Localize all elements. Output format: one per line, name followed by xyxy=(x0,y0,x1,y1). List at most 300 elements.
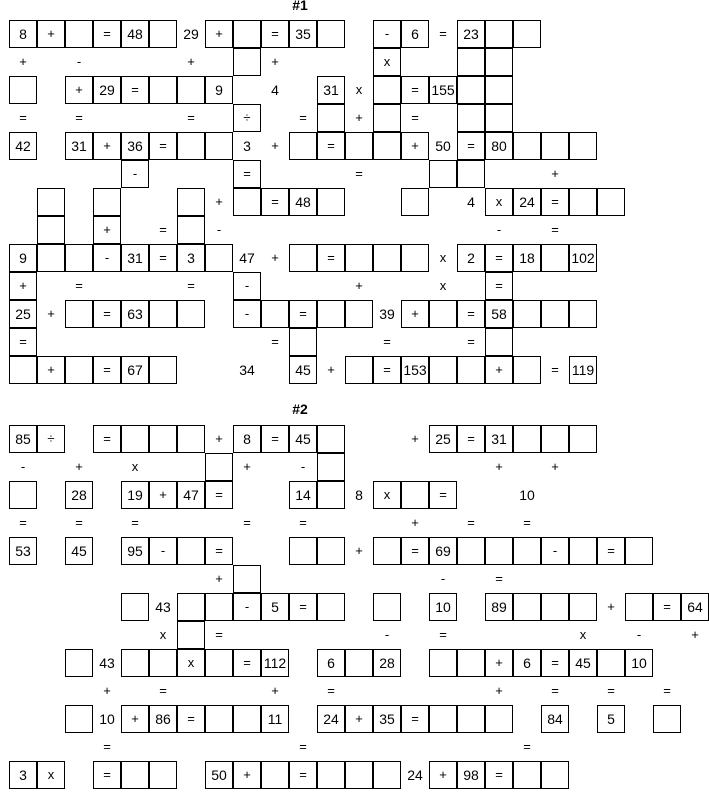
answer-cell[interactable] xyxy=(485,20,513,48)
equals-sign: = xyxy=(439,26,447,41)
answer-cell[interactable] xyxy=(401,188,429,216)
given-number-cell: 53 xyxy=(9,537,37,565)
equals-sign: = xyxy=(299,110,307,125)
answer-cell[interactable] xyxy=(149,300,177,328)
answer-cell[interactable] xyxy=(317,761,345,789)
answer-cell[interactable] xyxy=(513,761,541,789)
given-number-cell: + xyxy=(485,649,513,677)
answer-cell[interactable] xyxy=(373,132,401,160)
operator-symbol: - xyxy=(76,54,82,69)
answer-cell[interactable] xyxy=(541,300,569,328)
operator-symbol: + xyxy=(551,166,559,181)
answer-cell[interactable] xyxy=(485,76,513,104)
given-number-cell: = xyxy=(457,132,485,160)
answer-cell[interactable] xyxy=(9,481,37,509)
equals-sign: = xyxy=(19,515,27,530)
equals-sign: = xyxy=(103,739,111,754)
answer-cell[interactable] xyxy=(93,188,121,216)
equals-sign: = xyxy=(75,110,83,125)
operator-symbol: + xyxy=(691,627,699,642)
operator-symbol: x xyxy=(439,250,447,265)
given-number-cell: = xyxy=(485,272,513,300)
equals-sign: = xyxy=(467,334,475,349)
equals-sign: = xyxy=(523,515,531,530)
given-number-cell: = xyxy=(261,20,289,48)
given-number-cell: = xyxy=(457,300,485,328)
given-number-cell: = xyxy=(429,481,457,509)
given-number-cell: 80 xyxy=(485,132,513,160)
answer-cell[interactable] xyxy=(317,481,345,509)
equals-sign: = xyxy=(75,278,83,293)
operator-symbol: + xyxy=(355,543,363,558)
answer-cell[interactable] xyxy=(317,453,345,481)
operator-symbol: + xyxy=(215,571,223,586)
answer-cell[interactable] xyxy=(373,104,401,132)
answer-cell[interactable] xyxy=(121,761,149,789)
answer-cell[interactable] xyxy=(597,649,625,677)
answer-cell[interactable] xyxy=(373,244,401,272)
answer-cell[interactable] xyxy=(513,132,541,160)
equals-sign: = xyxy=(299,515,307,530)
answer-cell[interactable] xyxy=(429,649,457,677)
equals-sign: = xyxy=(19,110,27,125)
answer-cell[interactable] xyxy=(429,160,457,188)
given-number-cell: = xyxy=(93,300,121,328)
answer-cell[interactable] xyxy=(37,188,65,216)
equals-sign: = xyxy=(159,222,167,237)
answer-cell[interactable] xyxy=(541,132,569,160)
answer-cell[interactable] xyxy=(485,104,513,132)
given-number-cell: 42 xyxy=(9,132,37,160)
given-number-cell: 19 xyxy=(121,481,149,509)
answer-cell[interactable] xyxy=(401,244,429,272)
given-number-cell: 3 xyxy=(177,244,205,272)
answer-cell[interactable] xyxy=(65,705,93,733)
given-number-cell: 64 xyxy=(681,593,709,621)
answer-cell[interactable] xyxy=(289,132,317,160)
operator-symbol: + xyxy=(271,683,279,698)
answer-cell[interactable] xyxy=(233,20,261,48)
given-number-cell: - xyxy=(233,272,261,300)
given-number-cell: x xyxy=(177,649,205,677)
operator-symbol: x xyxy=(355,82,363,97)
given-number-cell: 84 xyxy=(541,705,569,733)
answer-cell[interactable] xyxy=(233,188,261,216)
given-number-cell: 23 xyxy=(457,20,485,48)
given-number-cell: = xyxy=(653,593,681,621)
given-number-cell: + xyxy=(205,20,233,48)
given-number-cell: 45 xyxy=(289,356,317,384)
given-number-cell: 25 xyxy=(9,300,37,328)
answer-cell[interactable] xyxy=(457,48,485,76)
given-number-cell: 28 xyxy=(373,649,401,677)
given-number-cell: 31 xyxy=(317,76,345,104)
given-number-cell: = xyxy=(205,537,233,565)
given-number-cell: = xyxy=(177,705,205,733)
operator-symbol: + xyxy=(271,138,279,153)
given-number-cell: + xyxy=(65,76,93,104)
answer-cell[interactable] xyxy=(177,76,205,104)
answer-cell[interactable] xyxy=(289,328,317,356)
given-number-cell: 48 xyxy=(289,188,317,216)
given-number-cell: = xyxy=(93,425,121,453)
given-number-cell: 31 xyxy=(121,244,149,272)
answer-cell[interactable] xyxy=(65,300,93,328)
given-number-cell: 36 xyxy=(121,132,149,160)
answer-cell[interactable] xyxy=(541,593,569,621)
given-number-cell: = xyxy=(401,705,429,733)
operator-symbol: + xyxy=(607,599,615,614)
equals-sign: = xyxy=(439,627,447,642)
answer-cell[interactable] xyxy=(149,425,177,453)
given-number-cell: - xyxy=(121,160,149,188)
given-number-cell: 18 xyxy=(513,244,541,272)
operator-symbol: 8 xyxy=(355,487,363,503)
operator-symbol: + xyxy=(271,250,279,265)
answer-cell[interactable] xyxy=(457,649,485,677)
operator-symbol: 3 xyxy=(243,138,251,154)
given-number-cell: = xyxy=(261,188,289,216)
given-number-cell: = xyxy=(289,300,317,328)
answer-cell[interactable] xyxy=(121,425,149,453)
given-number-cell: = xyxy=(597,537,625,565)
given-number-cell: 11 xyxy=(261,705,289,733)
given-number-cell: 112 xyxy=(261,649,289,677)
equals-sign: = xyxy=(299,739,307,754)
answer-cell[interactable] xyxy=(653,705,681,733)
answer-cell[interactable] xyxy=(149,649,177,677)
answer-cell[interactable] xyxy=(457,705,485,733)
answer-cell[interactable] xyxy=(261,761,289,789)
answer-cell[interactable] xyxy=(205,132,233,160)
given-number-cell: 102 xyxy=(569,244,597,272)
answer-cell[interactable] xyxy=(37,216,65,244)
given-number-cell: + xyxy=(37,20,65,48)
answer-cell[interactable] xyxy=(65,20,93,48)
equals-sign: = xyxy=(215,627,223,642)
given-number-cell: = xyxy=(121,76,149,104)
operator-symbol: x xyxy=(159,627,167,642)
operator-symbol: 10 xyxy=(519,487,535,503)
equals-sign: = xyxy=(467,515,475,530)
given-number-cell: 31 xyxy=(485,425,513,453)
given-number-cell: 24 xyxy=(513,188,541,216)
answer-cell[interactable] xyxy=(317,425,345,453)
answer-cell[interactable] xyxy=(205,649,233,677)
given-number-cell: 86 xyxy=(149,705,177,733)
given-number-cell: - xyxy=(233,593,261,621)
answer-cell[interactable] xyxy=(149,761,177,789)
answer-cell[interactable] xyxy=(149,76,177,104)
answer-cell[interactable] xyxy=(569,300,597,328)
given-number-cell: 155 xyxy=(429,76,457,104)
given-number-cell: = xyxy=(289,593,317,621)
answer-cell[interactable] xyxy=(9,356,37,384)
operator-symbol: 10 xyxy=(99,711,115,727)
given-number-cell: = xyxy=(457,425,485,453)
operator-symbol: 50 xyxy=(435,138,451,154)
given-number-cell: + xyxy=(485,356,513,384)
operator-symbol: 47 xyxy=(239,250,255,266)
answer-cell[interactable] xyxy=(345,761,373,789)
operator-symbol: - xyxy=(384,627,390,642)
given-number-cell: - xyxy=(233,300,261,328)
equals-sign: = xyxy=(271,334,279,349)
answer-cell[interactable] xyxy=(569,425,597,453)
answer-cell[interactable] xyxy=(457,160,485,188)
answer-cell[interactable] xyxy=(345,649,373,677)
answer-cell[interactable] xyxy=(569,132,597,160)
given-number-cell: 58 xyxy=(485,300,513,328)
operator-symbol: + xyxy=(551,459,559,474)
answer-cell[interactable] xyxy=(205,244,233,272)
given-number-cell: + xyxy=(93,132,121,160)
given-number-cell: + xyxy=(121,705,149,733)
given-number-cell: + xyxy=(149,481,177,509)
given-number-cell: ÷ xyxy=(37,425,65,453)
given-number-cell: x xyxy=(373,481,401,509)
given-number-cell: 119 xyxy=(569,356,597,384)
answer-cell[interactable] xyxy=(457,76,485,104)
answer-cell[interactable] xyxy=(513,300,541,328)
answer-cell[interactable] xyxy=(317,593,345,621)
given-number-cell: = xyxy=(485,761,513,789)
answer-cell[interactable] xyxy=(373,593,401,621)
answer-cell[interactable] xyxy=(289,537,317,565)
operator-symbol: - xyxy=(300,459,306,474)
equals-sign: = xyxy=(131,515,139,530)
answer-cell[interactable] xyxy=(541,425,569,453)
given-number-cell: = xyxy=(9,328,37,356)
given-number-cell: 5 xyxy=(597,705,625,733)
operator-symbol: - xyxy=(636,627,642,642)
given-number-cell: 10 xyxy=(625,649,653,677)
puzzle-1-label: #1 xyxy=(292,0,308,13)
operator-symbol: 43 xyxy=(99,655,115,671)
given-number-cell: 6 xyxy=(513,649,541,677)
operator-symbol: + xyxy=(47,306,55,321)
answer-cell[interactable] xyxy=(317,20,345,48)
answer-cell[interactable] xyxy=(177,188,205,216)
equals-sign: = xyxy=(355,166,363,181)
answer-cell[interactable] xyxy=(429,356,457,384)
answer-cell[interactable] xyxy=(625,537,653,565)
answer-cell[interactable] xyxy=(597,188,625,216)
given-number-cell: 45 xyxy=(65,537,93,565)
answer-cell[interactable] xyxy=(177,216,205,244)
answer-cell[interactable] xyxy=(149,356,177,384)
answer-cell[interactable] xyxy=(233,565,261,593)
answer-cell[interactable] xyxy=(457,356,485,384)
answer-cell[interactable] xyxy=(457,537,485,565)
answer-cell[interactable] xyxy=(373,76,401,104)
given-number-cell: 25 xyxy=(429,425,457,453)
operator-symbol: + xyxy=(75,459,83,474)
given-number-cell: 89 xyxy=(485,593,513,621)
given-number-cell: - xyxy=(149,537,177,565)
answer-cell[interactable] xyxy=(513,425,541,453)
equals-sign: = xyxy=(159,683,167,698)
given-number-cell: = xyxy=(317,132,345,160)
given-number-cell: = xyxy=(373,356,401,384)
answer-cell[interactable] xyxy=(317,104,345,132)
answer-cell[interactable] xyxy=(9,76,37,104)
answer-cell[interactable] xyxy=(65,356,93,384)
given-number-cell: = xyxy=(149,244,177,272)
answer-cell[interactable] xyxy=(429,705,457,733)
answer-cell[interactable] xyxy=(625,593,653,621)
answer-cell[interactable] xyxy=(485,328,513,356)
answer-cell[interactable] xyxy=(513,537,541,565)
answer-cell[interactable] xyxy=(569,593,597,621)
answer-cell[interactable] xyxy=(317,537,345,565)
given-number-cell: 8 xyxy=(9,20,37,48)
equals-sign: = xyxy=(187,110,195,125)
answer-cell[interactable] xyxy=(177,132,205,160)
operator-symbol: + xyxy=(271,54,279,69)
given-number-cell: 9 xyxy=(9,244,37,272)
given-number-cell: = xyxy=(233,649,261,677)
given-number-cell: 47 xyxy=(177,481,205,509)
answer-cell[interactable] xyxy=(65,244,93,272)
given-number-cell: 29 xyxy=(93,76,121,104)
answer-cell[interactable] xyxy=(513,593,541,621)
operator-symbol: + xyxy=(19,54,27,69)
answer-cell[interactable] xyxy=(457,104,485,132)
operator-symbol: x xyxy=(579,627,587,642)
answer-cell[interactable] xyxy=(345,132,373,160)
answer-cell[interactable] xyxy=(569,188,597,216)
given-number-cell: x xyxy=(373,48,401,76)
answer-cell[interactable] xyxy=(373,537,401,565)
given-number-cell: = xyxy=(93,356,121,384)
answer-cell[interactable] xyxy=(121,593,149,621)
answer-cell[interactable] xyxy=(373,761,401,789)
equals-sign: = xyxy=(75,515,83,530)
answer-cell[interactable] xyxy=(65,649,93,677)
answer-cell[interactable] xyxy=(37,244,65,272)
operator-symbol: + xyxy=(215,431,223,446)
operator-symbol: - xyxy=(440,571,446,586)
given-number-cell: = xyxy=(541,188,569,216)
answer-cell[interactable] xyxy=(233,705,261,733)
operator-symbol: + xyxy=(187,54,195,69)
answer-cell[interactable] xyxy=(513,356,541,384)
given-number-cell: 63 xyxy=(121,300,149,328)
answer-cell[interactable] xyxy=(485,48,513,76)
operator-symbol: + xyxy=(243,459,251,474)
puzzle-2-label: #2 xyxy=(292,401,308,417)
answer-cell[interactable] xyxy=(513,20,541,48)
answer-cell[interactable] xyxy=(345,244,373,272)
operator-symbol: 24 xyxy=(407,767,423,783)
answer-cell[interactable] xyxy=(485,705,513,733)
given-number-cell: 45 xyxy=(289,425,317,453)
equals-sign: = xyxy=(327,683,335,698)
equals-sign: = xyxy=(551,362,559,377)
answer-cell[interactable] xyxy=(205,453,233,481)
answer-cell[interactable] xyxy=(289,244,317,272)
operator-symbol: + xyxy=(495,459,503,474)
answer-cell[interactable] xyxy=(177,425,205,453)
given-number-cell: 48 xyxy=(121,20,149,48)
operator-symbol: + xyxy=(355,278,363,293)
given-number-cell: = xyxy=(149,132,177,160)
given-number-cell: 31 xyxy=(65,132,93,160)
answer-cell[interactable] xyxy=(345,300,373,328)
answer-cell[interactable] xyxy=(149,20,177,48)
answer-cell[interactable] xyxy=(205,593,233,621)
operator-symbol: x xyxy=(131,459,139,474)
given-number-cell: = xyxy=(289,761,317,789)
answer-cell[interactable] xyxy=(401,481,429,509)
answer-cell[interactable] xyxy=(177,593,205,621)
given-number-cell: 14 xyxy=(289,481,317,509)
answer-cell[interactable] xyxy=(541,244,569,272)
equals-sign: = xyxy=(523,739,531,754)
equals-sign: = xyxy=(551,222,559,237)
answer-cell[interactable] xyxy=(569,537,597,565)
operator-symbol: - xyxy=(496,222,502,237)
given-number-cell: + xyxy=(401,300,429,328)
given-number-cell: 5 xyxy=(261,593,289,621)
given-number-cell: = xyxy=(485,244,513,272)
given-number-cell: + xyxy=(93,216,121,244)
answer-cell[interactable] xyxy=(233,48,261,76)
given-number-cell: 85 xyxy=(9,425,37,453)
given-number-cell: + xyxy=(9,272,37,300)
answer-cell[interactable] xyxy=(429,300,457,328)
given-number-cell: 50 xyxy=(205,761,233,789)
equals-sign: = xyxy=(383,334,391,349)
answer-cell[interactable] xyxy=(205,705,233,733)
answer-cell[interactable] xyxy=(177,537,205,565)
answer-cell[interactable] xyxy=(121,649,149,677)
answer-cell[interactable] xyxy=(177,300,205,328)
given-number-cell: + xyxy=(233,761,261,789)
given-number-cell: - xyxy=(541,537,569,565)
given-number-cell: = xyxy=(205,481,233,509)
answer-cell[interactable] xyxy=(317,188,345,216)
answer-cell[interactable] xyxy=(317,300,345,328)
operator-symbol: 29 xyxy=(183,26,199,42)
answer-cell[interactable] xyxy=(261,300,289,328)
answer-cell[interactable] xyxy=(541,761,569,789)
equals-sign: = xyxy=(495,571,503,586)
equals-sign: = xyxy=(187,278,195,293)
answer-cell[interactable] xyxy=(177,621,205,649)
given-number-cell: = xyxy=(401,537,429,565)
given-number-cell: + xyxy=(401,132,429,160)
given-number-cell: 10 xyxy=(429,593,457,621)
operator-symbol: - xyxy=(216,222,222,237)
equals-sign: = xyxy=(551,683,559,698)
given-number-cell: = xyxy=(93,20,121,48)
operator-symbol: + xyxy=(411,431,419,446)
equals-sign: = xyxy=(411,110,419,125)
given-number-cell: 35 xyxy=(289,20,317,48)
given-number-cell: = xyxy=(93,761,121,789)
operator-symbol: + xyxy=(355,110,363,125)
answer-cell[interactable] xyxy=(345,356,373,384)
answer-cell[interactable] xyxy=(485,537,513,565)
given-number-cell: 153 xyxy=(401,356,429,384)
given-number-cell: 28 xyxy=(65,481,93,509)
given-number-cell: ÷ xyxy=(233,104,261,132)
given-number-cell: 9 xyxy=(205,76,233,104)
operator-symbol: + xyxy=(495,683,503,698)
given-number-cell: 45 xyxy=(569,649,597,677)
